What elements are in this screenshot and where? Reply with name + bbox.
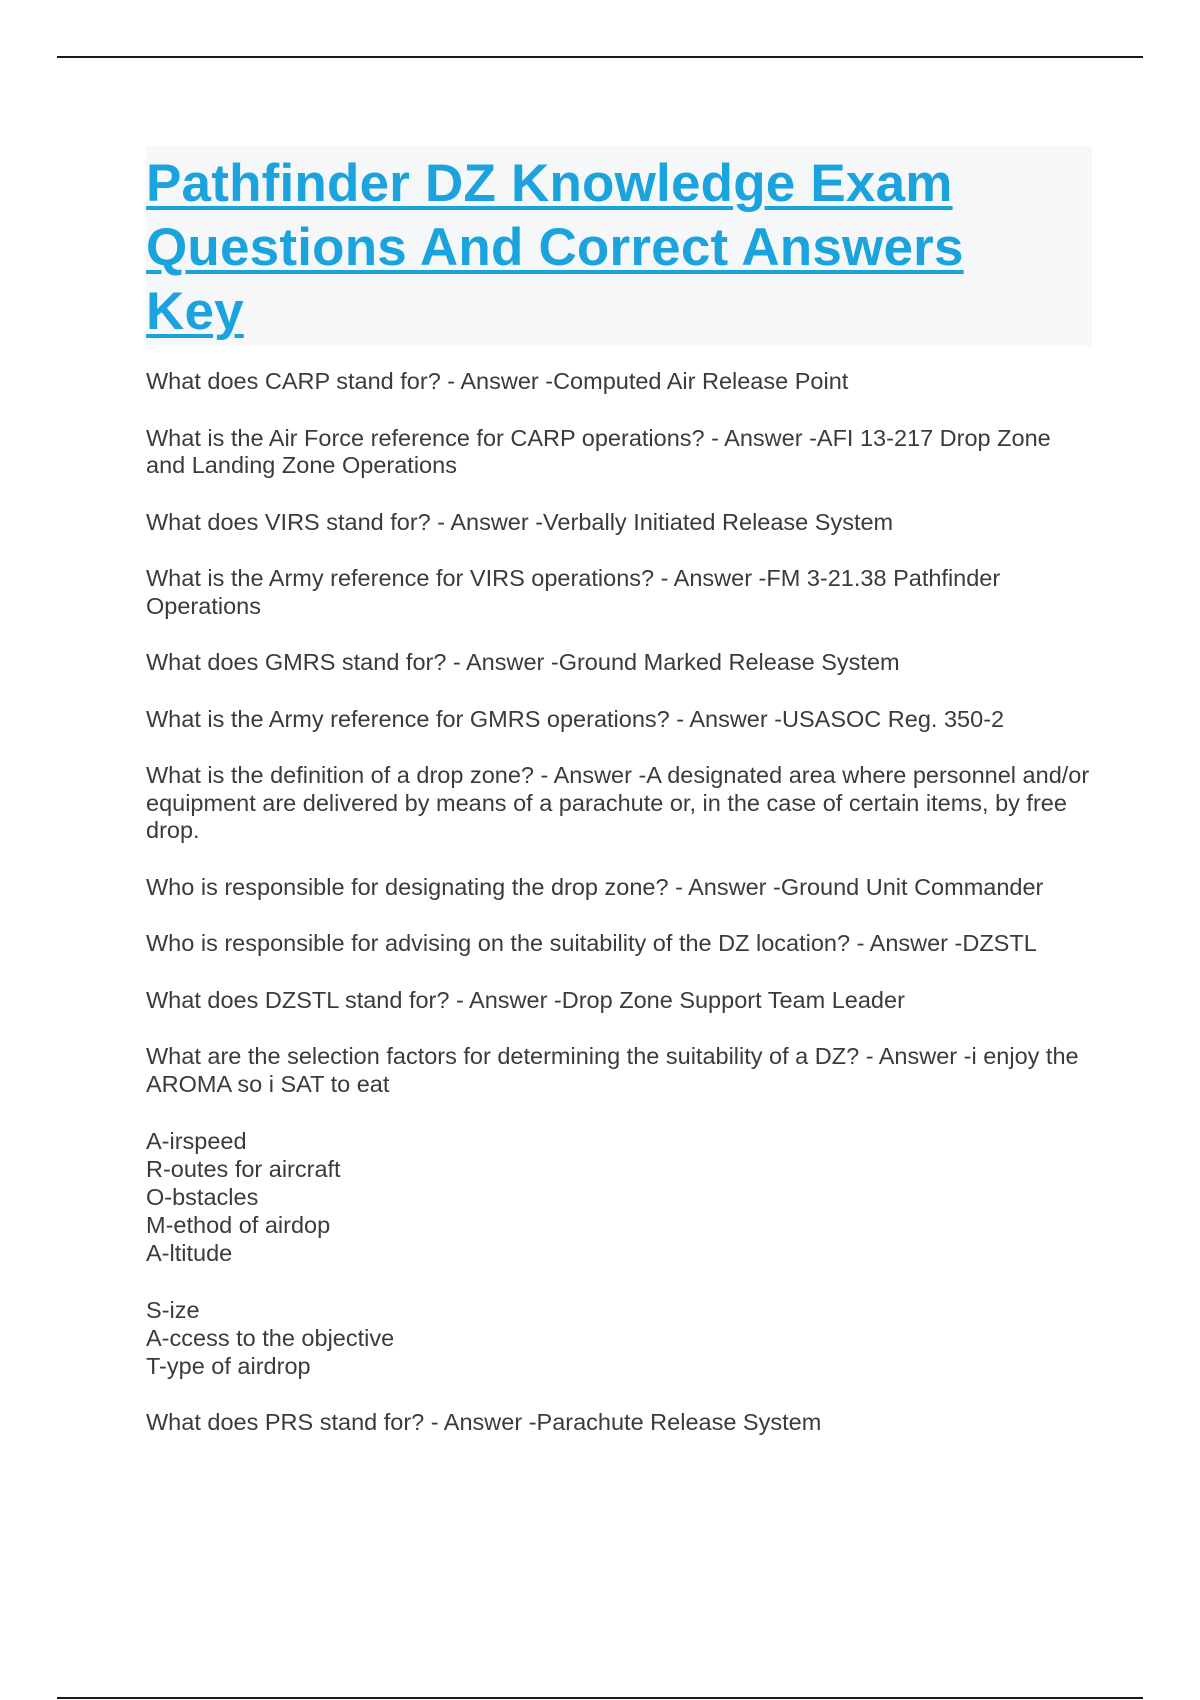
qa-item: What is the Army reference for GMRS operations? - Answer -USASOC Reg. 350-2 bbox=[146, 705, 1005, 732]
qa-item: What is the Air Force reference for CARP operations? - Answer -AFI 13-217 Drop Zone and Landing Zone Operations bbox=[146, 424, 1051, 478]
qa-item: What does DZSTL stand for? - Answer -Drop Zone Support Team Leader bbox=[146, 986, 905, 1013]
qa-item: Who is responsible for designating the drop zone? - Answer -Ground Unit Commander bbox=[146, 873, 1044, 900]
top-rule bbox=[57, 56, 1143, 58]
qa-item: What does GMRS stand for? - Answer -Ground Marked Release System bbox=[146, 649, 900, 675]
qa-item: Who is responsible for advising on the suitability of the DZ location? - Answer -DZSTL bbox=[146, 930, 1037, 956]
aroma-list-item: O-bstacles bbox=[146, 1184, 259, 1210]
document-title[interactable]: Pathfinder DZ Knowledge Exam Questions And Correct Answers Key bbox=[146, 154, 964, 341]
qa-item: What does CARP stand for? - Answer -Computed Air Release Point bbox=[146, 368, 849, 394]
qa-item: What is the Army reference for VIRS operations? - Answer -FM 3-21.38 Pathfinder Operations bbox=[146, 565, 1001, 619]
aroma-list bbox=[146, 1127, 1092, 1267]
document-body bbox=[146, 146, 1092, 1466]
sat-list-item: S-ize bbox=[146, 1297, 200, 1323]
aroma-list-item: A-ltitude bbox=[146, 1240, 233, 1266]
aroma-list-item: M-ethod of airdop bbox=[146, 1212, 331, 1238]
sat-list-item: A-ccess to the objective bbox=[146, 1325, 395, 1351]
bottom-rule bbox=[57, 1697, 1143, 1699]
sat-list-item: T-ype of airdrop bbox=[146, 1353, 311, 1379]
qa-item: What does PRS stand for? - Answer -Parachute Release System bbox=[146, 1409, 822, 1435]
qa-item: What is the definition of a drop zone? - Answer -A designated area where personnel and/or equipment are delivered by means of a parachute or, in the case of certain items, by free drop. bbox=[146, 762, 1090, 843]
title-block bbox=[146, 146, 1092, 346]
sat-list bbox=[146, 1296, 1092, 1380]
aroma-list-item: R-outes for aircraft bbox=[146, 1156, 341, 1182]
qa-item: What does VIRS stand for? - Answer -Verbally Initiated Release System bbox=[146, 508, 894, 535]
aroma-list-item: A-irspeed bbox=[146, 1128, 247, 1154]
qa-item: What are the selection factors for determining the suitability of a DZ? - Answer -i enjoy the AROMA so i SAT to eat bbox=[146, 1043, 1079, 1097]
